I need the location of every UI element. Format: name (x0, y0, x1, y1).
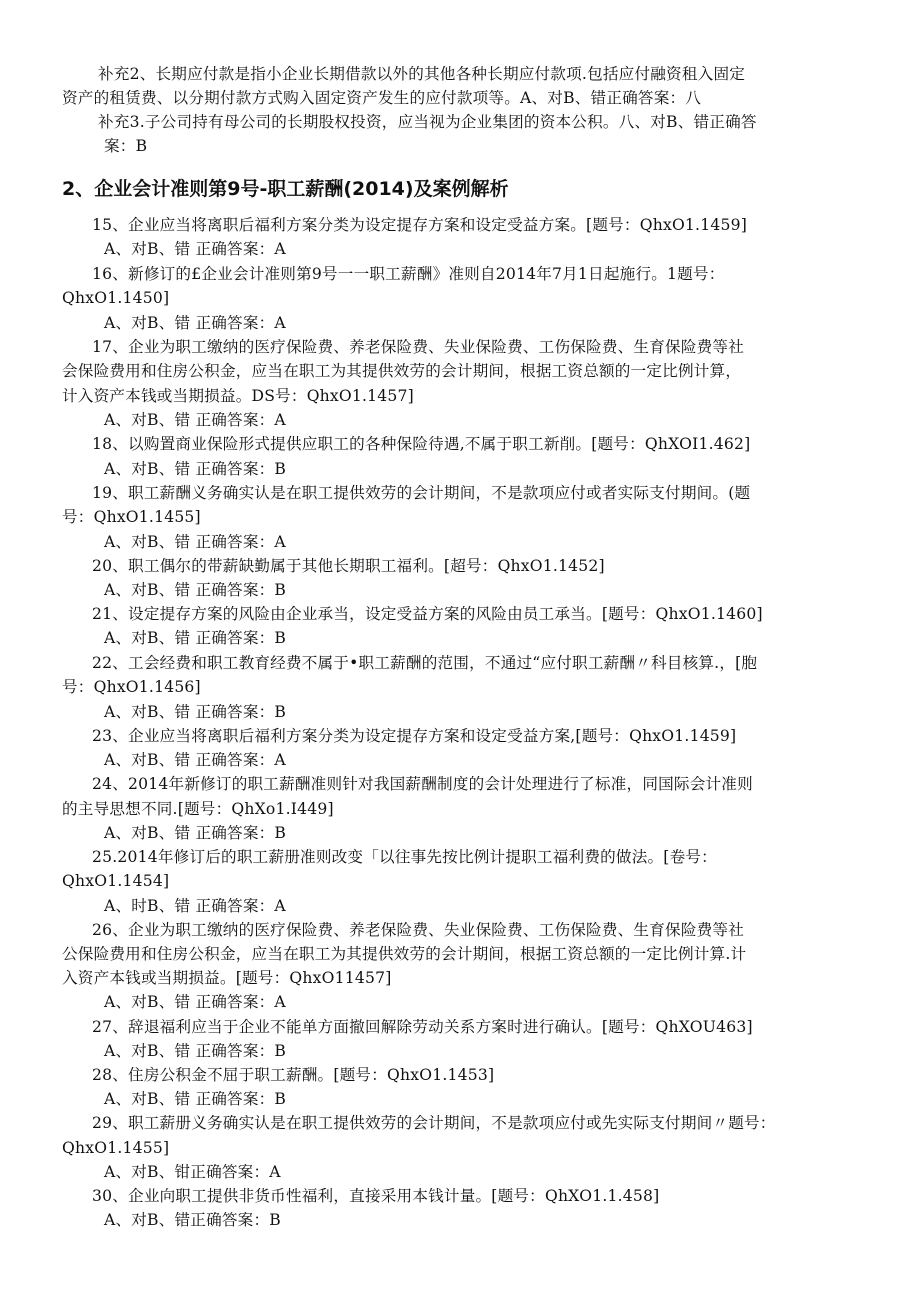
answer-29: A、对B、钳正确答案：A (104, 1163, 281, 1181)
question-21: 21、设定提存方案的风险由企业承当，设定受益方案的风险由员工承当。[题号：QhxO1.1460] (92, 605, 763, 623)
answer-19: A、对B、错 正确答案：A (104, 533, 286, 551)
question-18: 18、以购置商业保险形式提供应职工的各种保险待遇,不属于职工新削。[题号：QhXOI1.462] (92, 435, 751, 453)
answer-22: A、对B、错 正确答案：B (104, 703, 287, 721)
answer-28: A、对B、错 正确答案：B (104, 1090, 287, 1108)
question-27: 27、辞退福利应当于企业不能单方面撤回解除劳动关系方案时进行确认。[题号：QhXOU463] (92, 1018, 753, 1036)
question-24-cont: 的主导思想不同.[题号：QhXo1.I449] (62, 800, 334, 818)
answer-15: A、对B、错 正确答案：A (104, 240, 286, 258)
question-22: 22、工会经费和职工教育经费不属于•职工薪酬的范围，不通过“应付职工薪酬〃科目核算.，[胞 (92, 654, 758, 672)
question-17-cont-2: 计入资产本钱或当期损益。DS号：QhxO1.1457] (62, 387, 414, 405)
answer-27: A、对B、错 正确答案：B (104, 1042, 287, 1060)
question-16: 16、新修订的£企业会计准则第9号一一职工薪酬》准则自2014年7月1日起施行。1题号： (92, 265, 725, 283)
supplement-2-line-2: 资产的租赁费、以分期付款方式购入固定资产发生的应付款项等。A、对B、错正确答案：八 (62, 89, 702, 107)
question-23: 23、企业应当将离职后福利方案分类为设定提存方案和设定受益方案,[题号：QhxO1.1459] (92, 727, 737, 745)
question-22-cont: 号：QhxO1.1456] (62, 678, 201, 696)
answer-21: A、对B、错 正确答案：B (104, 629, 287, 647)
question-24: 24、2014年新修订的职工薪酬准则针对我国薪酬制度的会计处理进行了标准，同国际会计准则 (92, 775, 753, 793)
question-25-cont: QhxO1.1454] (62, 872, 170, 890)
question-20: 20、职工偶尔的带薪缺勤属于其他长期职工福利。[超号：QhxO1.1452] (92, 557, 605, 575)
question-19-cont: 号：QhxO1.1455] (62, 508, 201, 526)
question-26-cont-1: 公保险费用和住房公积金，应当在职工为其提供效劳的会计期间，根据工资总额的一定比例计算.计 (62, 945, 747, 963)
answer-18: A、对B、错 正确答案：B (104, 460, 287, 478)
supplement-3-line-1: 补充3.子公司持有母公司的长期股权投资，应当视为企业集团的资本公积。八、对B、错正确答 (98, 113, 757, 131)
answer-23: A、对B、错 正确答案：A (104, 751, 286, 769)
question-17-cont-1: 会保险费用和住房公积金，应当在职工为其提供效劳的会计期间，根据工资总额的一定比例计算， (62, 362, 742, 380)
question-25: 25.2014年修订后的职工薪册准则改变「以往事先按比例计提职工福利费的做法。[卷号： (92, 848, 717, 866)
answer-20: A、对B、错 正确答案：B (104, 581, 287, 599)
answer-17: A、对B、错 正确答案：A (104, 411, 286, 429)
question-16-cont: QhxO1.1450] (62, 289, 170, 307)
question-17: 17、企业为职工缴纳的医疗保险费、养老保险费、失业保险费、工伤保险费、生育保险费等社 (92, 338, 744, 356)
section-heading: 2、企业会计准则第9号-职工薪酬(2014)及案例解析 (62, 178, 509, 200)
supplement-3-line-2: 案：B (104, 137, 148, 155)
question-29-cont: QhxO1.1455] (62, 1139, 170, 1157)
question-26: 26、企业为职工缴纳的医疗保险费、养老保险费、失业保险费、工伤保险费、生育保险费等社 (92, 921, 744, 939)
answer-30: A、对B、错正确答案：B (104, 1211, 281, 1229)
answer-16: A、对B、错 正确答案：A (104, 314, 286, 332)
question-28: 28、住房公积金不屈于职工薪酬。[题号：QhxO1.1453] (92, 1066, 495, 1084)
supplement-2-line-1: 补充2、长期应付款是指小企业长期借款以外的其他各种长期应付款项.包括应付融资租入固定 (98, 65, 746, 83)
answer-25: A、时B、错 正确答案：A (104, 897, 286, 915)
question-30: 30、企业向职工提供非货币性福利，直接采用本钱计量。[题号：QhXO1.1.458] (92, 1187, 660, 1205)
question-26-cont-2: 入资产本钱或当期损益。[题号：QhxO11457] (62, 969, 392, 987)
question-29: 29、职工薪册义务确实认是在职工提供效劳的会计期间，不是款项应付或先实际支付期间〃题号： (92, 1114, 776, 1132)
question-15: 15、企业应当将离职后福利方案分类为设定提存方案和设定受益方案。[题号：QhxO1.1459] (92, 216, 747, 234)
answer-24: A、对B、错 正确答案：B (104, 824, 287, 842)
answer-26: A、对B、错 正确答案：A (104, 993, 286, 1011)
question-19: 19、职工薪酬义务确实认是在职工提供效劳的会计期间，不是款项应付或者实际支付期间。(题 (92, 484, 751, 502)
